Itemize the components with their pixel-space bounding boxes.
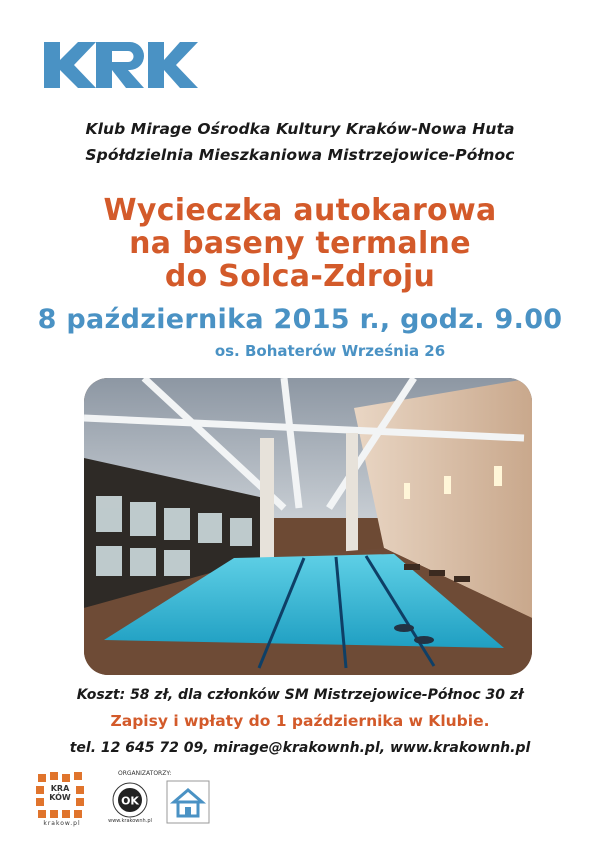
house-logo — [166, 780, 210, 824]
headline-line-2: na baseny termalne — [129, 226, 471, 261]
headline-line-1: Wycieczka autokarowa — [103, 193, 497, 228]
contact-text: tel. 12 645 72 09, mirage@krakownh.pl, www.krakownh.pl — [69, 740, 531, 756]
headline-line-3: do Solca-Zdroju — [164, 259, 436, 294]
cost-text: Koszt: 58 zł, dla członków SM Mistrzejowice-Północ 30 zł — [76, 687, 524, 703]
organizers-label: ORGANIZATORZY: — [118, 770, 172, 777]
ok-url: www.krakownh.pl — [108, 818, 152, 824]
krakow-url: krakow.pl — [43, 820, 81, 827]
ok-logo-mark — [108, 780, 152, 820]
svg-text:OK: OK — [121, 794, 139, 808]
krk-logo — [44, 42, 198, 88]
event-location: os. Bohaterów Września 26 — [214, 342, 446, 360]
signup-text: Zapisy i wpłaty do 1 października w Klubie. — [110, 712, 490, 730]
pool-illustration — [84, 378, 532, 675]
krakow-logo-line-2: KÓW — [49, 793, 71, 802]
organizer-line-1: Klub Mirage Ośrodka Kultury Kraków-Nowa Huta — [85, 120, 515, 138]
ok-logo — [108, 780, 152, 828]
krakow-logo-line-1: KRA — [50, 784, 70, 793]
organizer-line-2: Spółdzielnia Mieszkaniowa Mistrzejowice-Północ — [85, 146, 515, 164]
event-date-time: 8 października 2015 r., godz. 9.00 — [37, 304, 563, 335]
krakow-logo — [36, 772, 84, 828]
photo-pool — [84, 378, 532, 675]
